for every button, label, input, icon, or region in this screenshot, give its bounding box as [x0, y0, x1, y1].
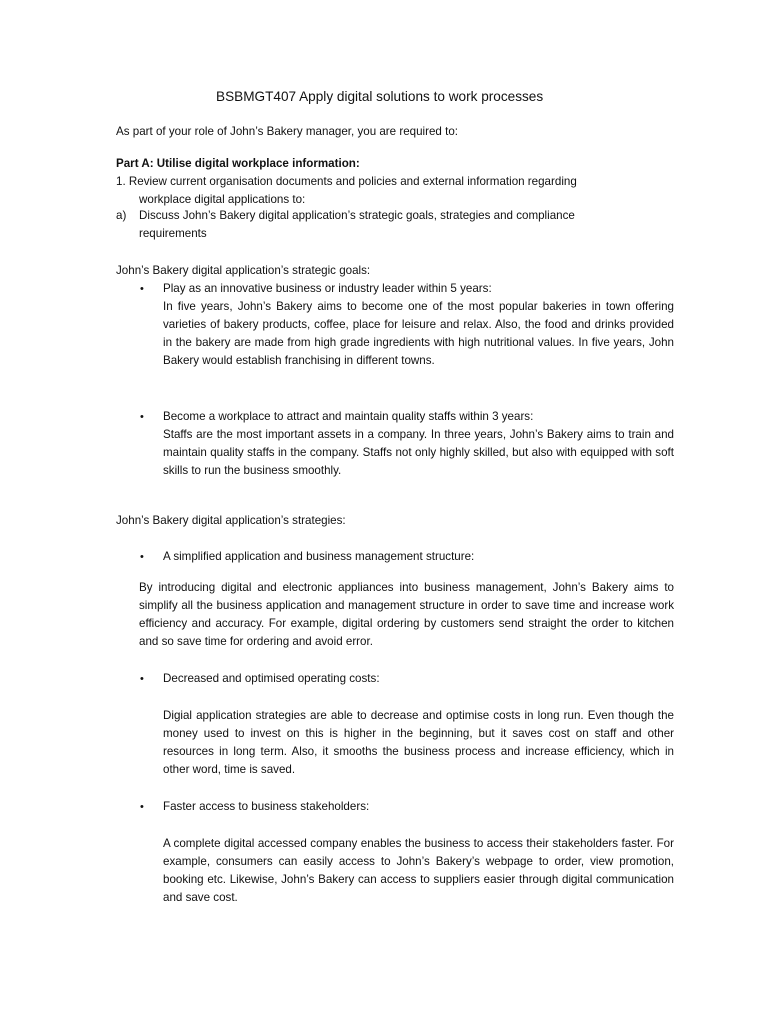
- strategy-1-body: By introducing digital and electronic appliances into business management, John’s Bakery aims to simplify all the business application and management structure in order to save time and increase work efficiency and accuracy. For example, digital ordering by customers send straight the order to kitchen and so save time for ordering and avoid error.: [139, 581, 674, 648]
- question-1-line-2: workplace digital applications to:: [139, 193, 306, 206]
- strategy-3-body: A complete digital accessed company enables the business to access their stakeholders faster. For example, consumers can easily access to John’s Bakery’s webpage to order, view promotion, booking etc. Likewise, John’s Bakery can access to suppliers easier through digital communication and save cost.: [163, 837, 674, 904]
- goal-1-title: Play as an innovative business or industry leader within 5 years:: [163, 282, 492, 295]
- part-a-heading: Part A: Utilise digital workplace information:: [116, 157, 360, 170]
- bullet-icon: •: [140, 673, 144, 685]
- goal-2-title: Become a workplace to attract and maintain quality staffs within 3 years:: [163, 410, 534, 423]
- bullet-icon: •: [140, 801, 144, 813]
- question-a-marker: a): [116, 209, 127, 222]
- strategy-1-title: A simplified application and business management structure:: [163, 550, 475, 563]
- goal-1-body: In five years, John’s Bakery aims to become one of the most popular bakeries in town offering varieties of bakery products, coffee, place for leisure and relax. Also, the food and drinks provided in the bakery are made from high grade ingredients with high nutritional values. In five years, John Bakery would establish franchising in different towns.: [163, 300, 674, 367]
- strategies-heading: John’s Bakery digital application’s strategies:: [116, 514, 346, 527]
- goal-2-body: Staffs are the most important assets in a company. In three years, John’s Bakery aims to train and maintain quality staffs in the company. Staffs not only highly skilled, but also with equipped with soft skills to run the business smoothly.: [163, 428, 674, 477]
- document-title: BSBMGT407 Apply digital solutions to work processes: [216, 89, 544, 104]
- goals-heading: John’s Bakery digital application’s strategic goals:: [116, 264, 371, 277]
- bullet-icon: •: [140, 283, 144, 295]
- bullet-icon: •: [140, 411, 144, 423]
- strategy-2-body: Digial application strategies are able to decrease and optimise costs in long run. Even though the money used to invest on this is higher in the beginning, but it saves cost on staff and other resources in long term. Also, it smooths the business process and increase efficiency, which in other word, time is saved.: [163, 709, 674, 776]
- question-a-line-2: requirements: [139, 227, 207, 240]
- strategy-2-title: Decreased and optimised operating costs:: [163, 672, 380, 685]
- question-a-line-1: Discuss John’s Bakery digital application’s strategic goals, strategies and compliance: [139, 209, 575, 222]
- question-1-line-1: 1. Review current organisation documents and policies and external information regarding: [116, 175, 577, 188]
- bullet-icon: •: [140, 551, 144, 563]
- strategy-3-title: Faster access to business stakeholders:: [163, 800, 370, 813]
- intro-text: As part of your role of John’s Bakery manager, you are required to:: [116, 125, 458, 138]
